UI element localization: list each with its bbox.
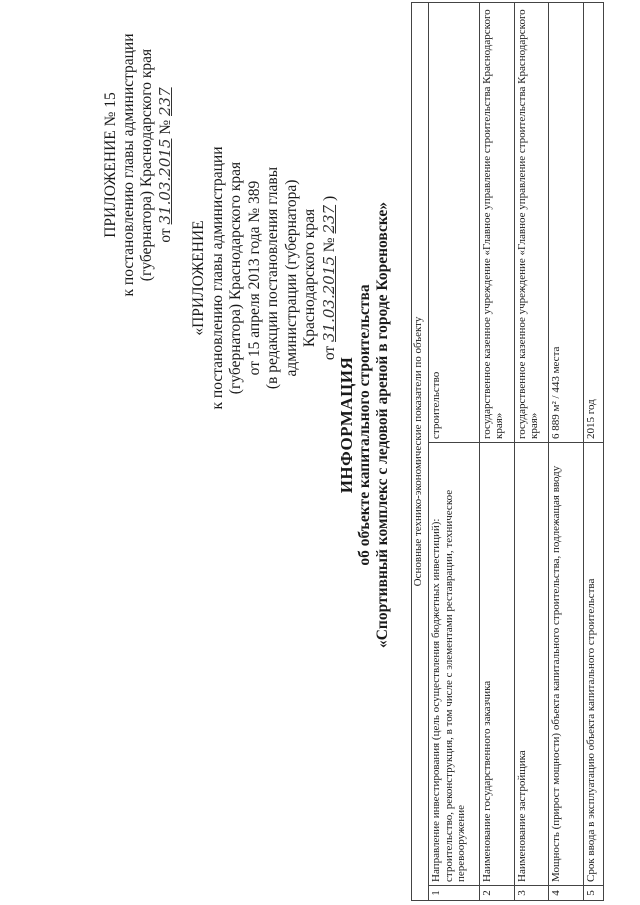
table-row — [429, 3, 479, 901]
table-header: Основные технико-экономические показатели по объекту — [412, 3, 429, 901]
handwritten-number: 237 — [319, 204, 338, 234]
handwritten-date: 31.03.2015 — [156, 138, 174, 225]
row-name: Срок ввода в эксплуатацию объекта капитального строительства — [584, 443, 604, 886]
indicators-table — [411, 2, 604, 901]
document-title — [338, 175, 392, 675]
appendix-line-2: (губернатора) Краснодарского края — [138, 48, 155, 282]
row-name: Наименование застройщика — [514, 443, 549, 886]
title-line-1: ИНФОРМАЦИЯ — [337, 356, 356, 494]
previous-appendix-header — [190, 123, 339, 433]
previous-appendix-line-4: (в редакции постановления главы — [264, 166, 281, 390]
row-value: 2015 год — [584, 3, 604, 443]
row-number: 5 — [584, 886, 604, 901]
previous-appendix-line-2: (губернатора) Краснодарского края — [227, 161, 244, 395]
previous-appendix-line-6: Краснодарского края — [301, 208, 318, 348]
previous-appendix-line-1: к постановлению главы администрации — [208, 146, 226, 410]
row-value: государственное казенное учреждение «Главное управление строительства Краснодарского края» — [479, 3, 514, 443]
row-number: 4 — [549, 886, 584, 901]
table-row — [584, 3, 604, 901]
previous-appendix-line-3: от 15 апреля 2013 года № 389 — [245, 180, 263, 376]
row-name: Наименование государственного заказчика — [479, 443, 514, 886]
table-row — [479, 3, 514, 901]
previous-appendix-line-5: администрации (губернатора) — [282, 179, 300, 377]
row-value: 6 889 м² / 443 места — [549, 3, 584, 443]
appendix-title: ПРИЛОЖЕНИЕ № 15 — [102, 92, 119, 238]
date-prefix: от — [157, 228, 174, 243]
row-number: 3 — [514, 886, 549, 901]
previous-appendix-title: «ПРИЛОЖЕНИЕ — [190, 220, 207, 336]
title-line-3: «Спортивный комплекс с ледовой ареной в городе Кореновске» — [374, 201, 391, 649]
title-line-2: об объекте капитального строительства — [356, 284, 373, 566]
row-value: государственное казенное учреждение «Главное управление строительства Краснодарского края» — [514, 3, 549, 443]
row-name: Мощность (прирост мощности) объекта капитального строительства, подлежащая вводу — [549, 443, 584, 886]
handwritten-date: 31.03.2015 — [319, 256, 338, 342]
table-row — [549, 3, 584, 901]
table-row — [514, 3, 549, 901]
date-prefix: от — [320, 345, 338, 361]
number-prefix: № — [157, 119, 174, 135]
row-number: 2 — [479, 886, 514, 901]
appendix-date-line — [156, 15, 175, 315]
appendix-header — [102, 15, 175, 315]
table-header-row — [412, 3, 429, 901]
closing-bracket: ) — [320, 195, 338, 202]
row-name: Направление инвестирования (цель осуществления бюджетных инвестиций): строительство, реконструкция, в том числе с элементами реставрации, техническое перевооружение — [429, 443, 479, 886]
number-prefix: № — [320, 237, 338, 253]
row-value: строительство — [429, 3, 479, 443]
appendix-line-1: к постановлению главы администрации — [120, 33, 137, 297]
handwritten-number: 237 — [156, 87, 174, 116]
row-number: 1 — [429, 886, 479, 901]
